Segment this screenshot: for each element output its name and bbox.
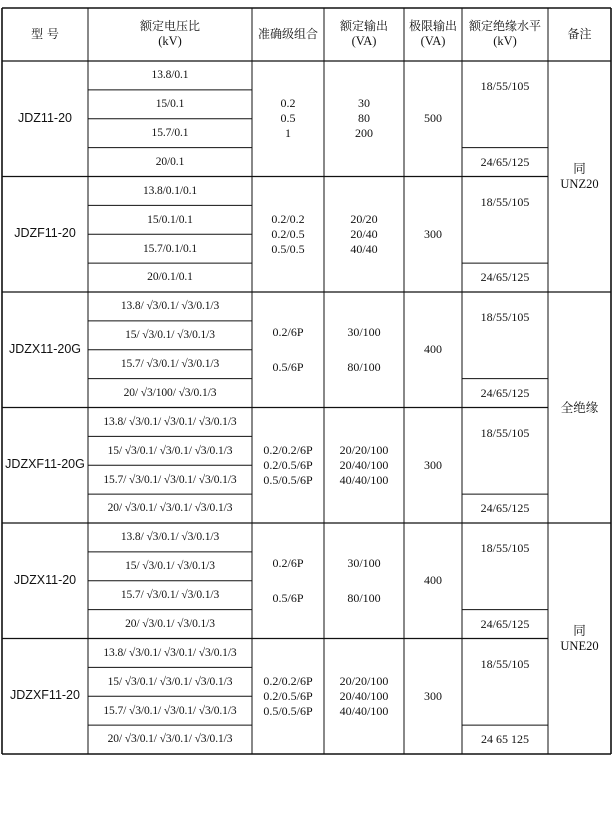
header-output-line: (VA) — [351, 34, 377, 49]
header-limit-line: 极限输出 — [408, 19, 457, 34]
insulation-cell — [462, 725, 548, 754]
rated-output: 40/40 — [350, 241, 378, 256]
voltage-ratio: 15.7/ √3/0.1/ √3/0.1/3 — [120, 358, 220, 370]
limit-output: 500 — [424, 111, 442, 126]
insulation-level: 24/65/125 — [480, 501, 530, 516]
insulation-level: 18/55/105 — [480, 310, 530, 324]
header-ratio-line: (kV) — [158, 34, 182, 49]
voltage-ratio: 15.7/ √3/0.1/ √3/0.1/ √3/0.1/3 — [103, 704, 237, 717]
ratio-cell — [88, 494, 252, 523]
accuracy-class: 0.2 — [280, 96, 296, 111]
remark-text: UNZ20 — [560, 176, 599, 191]
ratio-cell — [88, 321, 252, 350]
voltage-ratio: 20/0.1 — [155, 155, 185, 168]
ratio-cell — [88, 292, 252, 321]
voltage-ratio: 15/0.1/0.1 — [147, 213, 193, 226]
insulation-level: 18/55/105 — [480, 194, 530, 209]
accuracy-cell — [252, 292, 324, 408]
ratio-cell — [88, 90, 252, 119]
model-cell — [2, 639, 88, 755]
model-cell — [2, 408, 88, 524]
ratio-cell — [88, 465, 252, 494]
limit-cell — [404, 292, 462, 408]
accuracy-class: 0.2/6P — [272, 555, 304, 570]
remark-cell — [548, 61, 611, 292]
remark-text: UNE20 — [560, 638, 599, 653]
model-name: JDZX11-20G — [8, 341, 81, 356]
header-accuracy-label: 准确级组合 — [257, 27, 318, 41]
voltage-ratio: 20/ √3/0.1/ √3/0.1/ √3/0.1/3 — [107, 502, 233, 515]
header-ratio-line: 额定电压比 — [139, 19, 200, 34]
insulation-level: 24/65/125 — [480, 616, 530, 631]
insulation-cell — [462, 639, 548, 726]
rated-output: 20/20/100 — [339, 442, 389, 457]
accuracy-class: 0.2/0.2/6P — [263, 442, 313, 457]
voltage-ratio: 13.8/ √3/0.1/ √3/0.1/3 — [120, 300, 220, 313]
model-cell — [2, 292, 88, 408]
insulation-level: 18/55/105 — [480, 425, 530, 440]
insulation-cell — [462, 610, 548, 639]
insulation-cell — [462, 379, 548, 408]
accuracy-class: 0.2/0.2 — [271, 211, 305, 226]
header-remarks — [548, 8, 611, 61]
rated-output: 30/100 — [347, 324, 381, 339]
header-insulation-line: 额定绝缘水平 — [468, 19, 541, 34]
accuracy-cell — [252, 61, 324, 177]
limit-output: 300 — [424, 226, 442, 241]
voltage-ratio: 15/ √3/0.1/ √3/0.1/3 — [125, 560, 215, 573]
output-cell — [324, 639, 404, 755]
rated-output: 40/40/100 — [339, 472, 389, 487]
insulation-cell — [462, 523, 548, 610]
limit-cell — [404, 408, 462, 524]
voltage-ratio: 13.8/ √3/0.1/ √3/0.1/ √3/0.1/3 — [103, 646, 237, 659]
voltage-ratio: 15/ √3/0.1/ √3/0.1/ √3/0.1/3 — [107, 444, 233, 457]
ratio-cell — [88, 263, 252, 292]
voltage-ratio: 15.7/ √3/0.1/ √3/0.1/ √3/0.1/3 — [103, 473, 237, 486]
rated-output: 30/100 — [347, 555, 381, 570]
voltage-ratio: 20/0.1/0.1 — [147, 271, 193, 284]
rated-output: 20/40/100 — [339, 688, 389, 703]
ratio-cell — [88, 552, 252, 581]
accuracy-class: 0.5 — [280, 111, 296, 126]
accuracy-class: 0.2/0.5/6P — [263, 688, 313, 703]
accuracy-class: 0.2/6P — [272, 324, 304, 339]
model-name: JDZXF11-20 — [10, 688, 80, 703]
voltage-ratio: 13.8/ √3/0.1/ √3/0.1/3 — [120, 531, 220, 544]
accuracy-class: 0.5/6P — [272, 359, 304, 374]
voltage-ratio: 15/0.1 — [155, 98, 185, 111]
header-model — [2, 8, 88, 61]
voltage-ratio: 15.7/0.1 — [151, 127, 189, 139]
model-name: JDZ11-20 — [18, 110, 72, 125]
insulation-cell — [462, 177, 548, 264]
model-cell — [2, 61, 88, 177]
voltage-ratio: 20/ √3/0.1/ √3/0.1/3 — [125, 617, 215, 630]
ratio-cell — [88, 725, 252, 754]
insulation-level: 18/55/105 — [480, 656, 530, 671]
rated-output: 80 — [358, 111, 370, 126]
voltage-ratio: 15/ √3/0.1/ √3/0.1/3 — [125, 329, 215, 342]
ratio-cell — [88, 436, 252, 465]
model-name: JDZXF11-20G — [5, 457, 85, 472]
insulation-level: 24/65/125 — [480, 385, 530, 400]
header-insulation-line: (kV) — [493, 34, 517, 49]
limit-cell — [404, 61, 462, 177]
accuracy-class: 0.5/0.5/6P — [263, 703, 313, 718]
remark-text: 全绝缘 — [560, 399, 599, 415]
accuracy-class: 0.2/0.2/6P — [263, 673, 313, 688]
output-cell — [324, 177, 404, 293]
remark-cell — [548, 523, 611, 754]
output-cell — [324, 408, 404, 524]
remark-text: 同 — [573, 160, 586, 176]
voltage-ratio: 15/ √3/0.1/ √3/0.1/ √3/0.1/3 — [107, 675, 233, 688]
voltage-ratio: 13.8/ √3/0.1/ √3/0.1/ √3/0.1/3 — [103, 415, 237, 428]
ratio-cell — [88, 696, 252, 725]
header-limit — [404, 8, 462, 61]
header-remarks-label: 备注 — [567, 27, 592, 41]
voltage-ratio: 20/ √3/0.1/ √3/0.1/ √3/0.1/3 — [107, 733, 233, 746]
limit-output: 400 — [424, 573, 442, 588]
header-output — [324, 8, 404, 61]
model-cell — [2, 177, 88, 293]
insulation-cell — [462, 292, 548, 379]
accuracy-cell — [252, 408, 324, 524]
insulation-level: 18/55/105 — [480, 79, 530, 93]
insulation-level: 24 65 125 — [481, 732, 529, 747]
limit-cell — [404, 639, 462, 755]
limit-output: 300 — [424, 457, 442, 472]
limit-output: 400 — [424, 342, 442, 357]
insulation-level: 24/65/125 — [480, 270, 530, 285]
remark-cell — [548, 292, 611, 523]
accuracy-class: 0.5/0.5/6P — [263, 472, 313, 487]
ratio-cell — [88, 234, 252, 263]
voltage-ratio: 20/ √3/100/ √3/0.1/3 — [123, 386, 217, 399]
header-limit-line: (VA) — [420, 34, 446, 49]
ratio-cell — [88, 523, 252, 552]
accuracy-cell — [252, 177, 324, 293]
ratio-cell — [88, 205, 252, 234]
output-cell — [324, 61, 404, 177]
insulation-cell — [462, 61, 548, 148]
rated-output: 30 — [358, 96, 370, 111]
limit-cell — [404, 177, 462, 293]
ratio-cell — [88, 667, 252, 696]
accuracy-class: 0.5/6P — [272, 590, 304, 605]
accuracy-class: 0.2/0.5/6P — [263, 457, 313, 472]
rated-output: 20/40/100 — [339, 457, 389, 472]
limit-output: 300 — [424, 688, 442, 703]
header-model-label: 型 号 — [31, 27, 59, 41]
ratio-cell — [88, 148, 252, 177]
header-insulation — [462, 8, 548, 61]
rated-output: 80/100 — [347, 590, 381, 605]
insulation-level: 18/55/105 — [480, 541, 530, 555]
header-accuracy — [252, 8, 324, 61]
header-ratio — [88, 8, 252, 61]
limit-cell — [404, 523, 462, 639]
rated-output: 20/40 — [350, 226, 378, 241]
rated-output: 80/100 — [347, 359, 381, 374]
accuracy-cell — [252, 639, 324, 755]
remark-text: 同 — [573, 622, 586, 638]
accuracy-cell — [252, 523, 324, 639]
voltage-ratio: 13.8/0.1 — [151, 69, 189, 82]
output-cell — [324, 292, 404, 408]
ratio-cell — [88, 350, 252, 379]
insulation-level: 24/65/125 — [480, 154, 530, 169]
voltage-ratio: 13.8/0.1/0.1 — [142, 184, 198, 197]
model-name: JDZX11-20 — [13, 572, 77, 587]
accuracy-class: 0.5/0.5 — [271, 241, 305, 256]
insulation-cell — [462, 408, 548, 495]
insulation-cell — [462, 148, 548, 177]
ratio-cell — [88, 379, 252, 408]
header-output-line: 额定输出 — [339, 19, 388, 34]
ratio-cell — [88, 119, 252, 148]
accuracy-class: 1 — [285, 126, 291, 141]
rated-output: 40/40/100 — [339, 703, 389, 718]
insulation-cell — [462, 263, 548, 292]
rated-output: 20/20 — [350, 211, 378, 226]
rated-output: 200 — [355, 126, 373, 141]
insulation-cell — [462, 494, 548, 523]
ratio-cell — [88, 639, 252, 668]
output-cell — [324, 523, 404, 639]
voltage-ratio: 15.7/0.1/0.1 — [142, 242, 198, 255]
ratio-cell — [88, 177, 252, 206]
model-name: JDZF11-20 — [14, 226, 76, 241]
model-cell — [2, 523, 88, 639]
ratio-cell — [88, 581, 252, 610]
accuracy-class: 0.2/0.5 — [271, 226, 305, 241]
ratio-cell — [88, 61, 252, 90]
voltage-ratio: 15.7/ √3/0.1/ √3/0.1/3 — [120, 589, 220, 601]
ratio-cell — [88, 610, 252, 639]
ratio-cell — [88, 408, 252, 437]
rated-output: 20/20/100 — [339, 673, 389, 688]
